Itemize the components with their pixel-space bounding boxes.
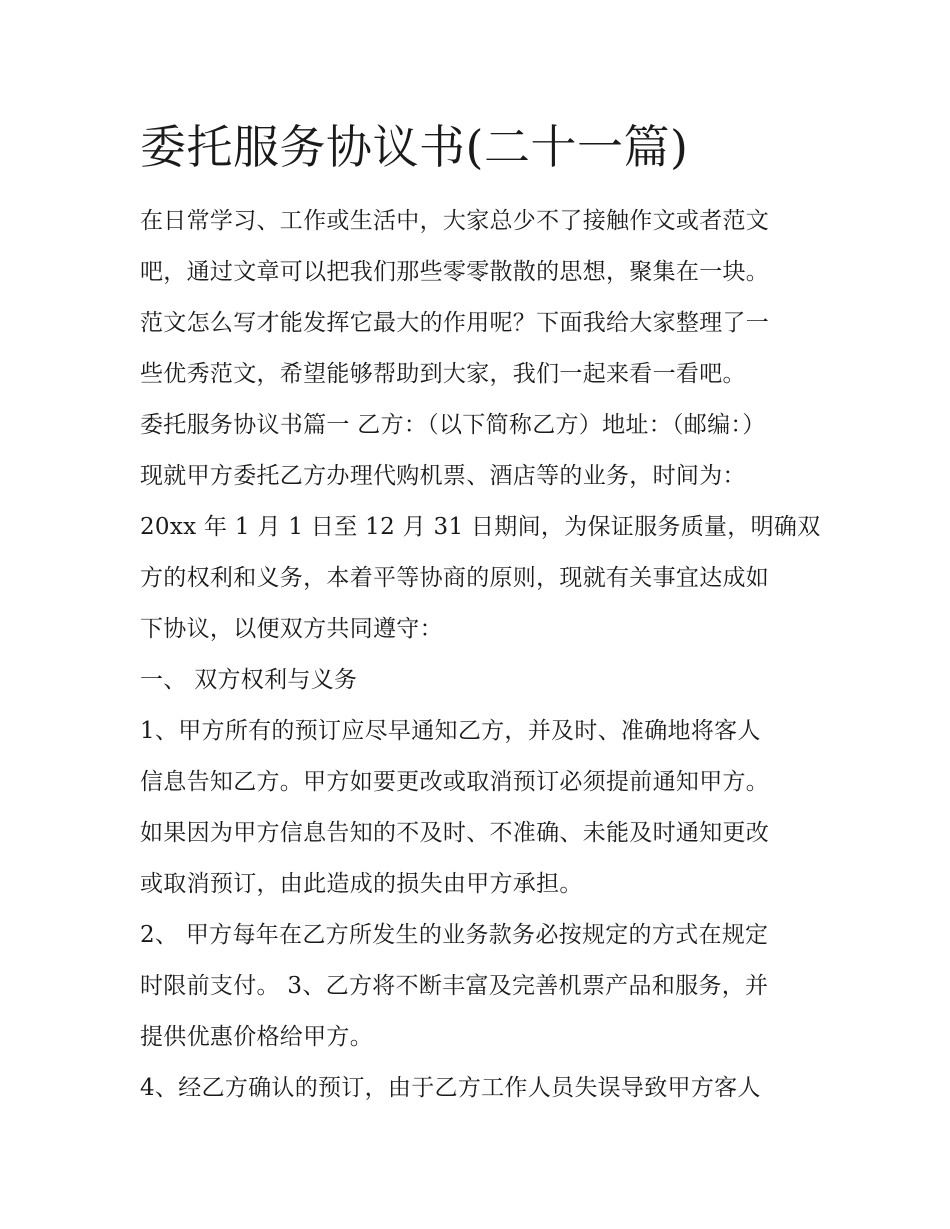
body-line-3: 范文怎么写才能发挥它最大的作用呢？下面我给大家整理了一: [140, 310, 770, 336]
section-heading: 一、 双方权利与义务: [140, 667, 358, 693]
body-line-9: 下协议，以便双方共同遵守：: [140, 616, 443, 642]
body-line-7: 20xx 年 1 月 1 日至 12 月 31 日期间，为保证服务质量，明确双: [140, 514, 821, 540]
body-line-4: 些优秀范文，希望能够帮助到大家，我们一起来看一看吧。: [140, 361, 746, 387]
body-line-2: 吧，通过文章可以把我们那些零零散散的思想，聚集在一块。: [140, 259, 770, 285]
body-line-14: 或取消预订，由此造成的损失由甲方承担。: [140, 871, 583, 897]
document-body: [140, 196, 820, 1114]
body-line-8: 方的权利和义务，本着平等协商的原则，现就有关事宜达成如: [140, 565, 770, 591]
body-line-17: 提供优惠价格给甲方。: [140, 1024, 373, 1050]
body-line-13: 如果因为甲方信息告知的不及时、不准确、未能及时通知更改: [140, 820, 770, 846]
body-line-1: 在日常学习、工作或生活中，大家总少不了接触作文或者范文: [140, 208, 770, 234]
body-line-15: 2、 甲方每年在乙方所发生的业务款务必按规定的方式在规定: [140, 922, 769, 948]
document-title: 委托服务协议书(二十一篇): [140, 120, 689, 174]
body-line-18: 4、经乙方确认的预订，由于乙方工作人员失误导致甲方客人: [140, 1075, 761, 1101]
body-line-5: 委托服务协议书篇一 乙方：（以下简称乙方）地址：（邮编：）: [140, 412, 766, 438]
body-line-16: 时限前支付。 3、乙方将不断丰富及完善机票产品和服务，并: [140, 973, 769, 999]
body-line-11: 1、甲方所有的预订应尽早通知乙方，并及时、准确地将客人: [140, 718, 761, 744]
body-line-12: 信息告知乙方。甲方如要更改或取消预订必须提前通知甲方。: [140, 769, 770, 795]
body-line-6: 现就甲方委托乙方办理代购机票、酒店等的业务，时间为：: [140, 463, 746, 489]
